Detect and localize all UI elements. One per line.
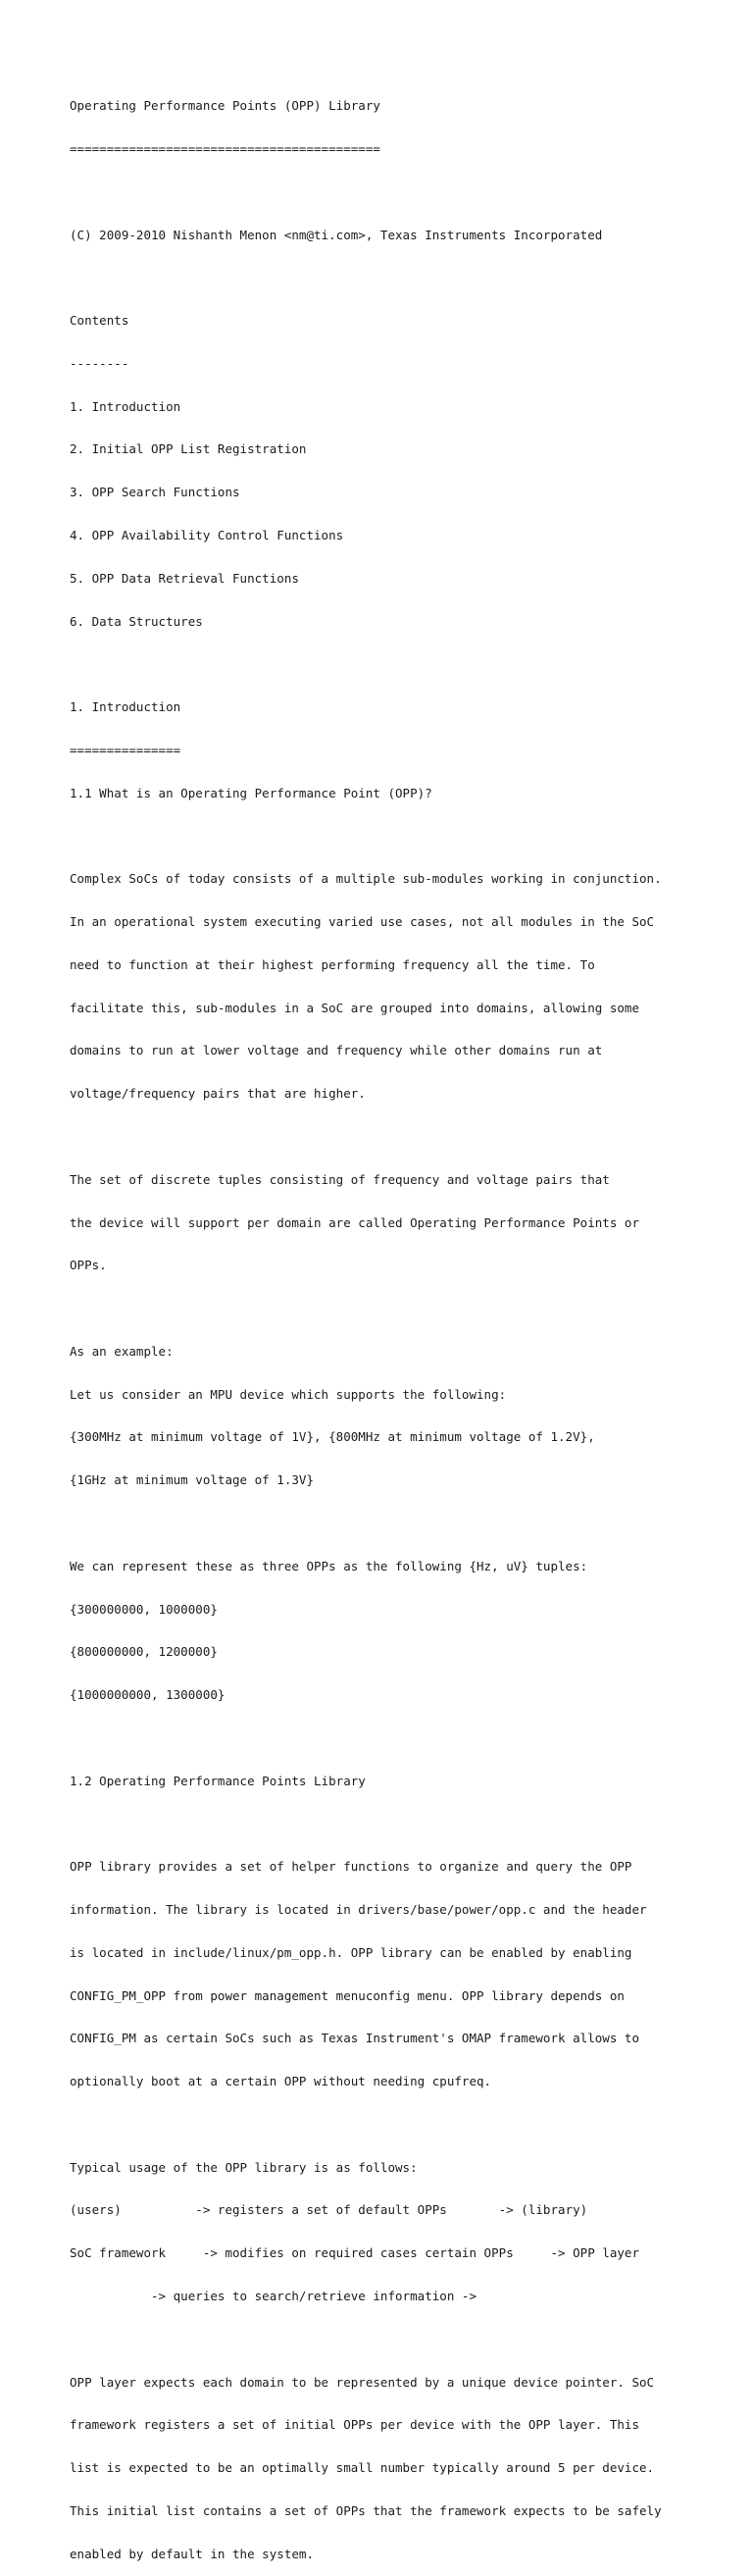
- paragraph-line: need to function at their highest performing frequency all the time. To: [70, 956, 595, 972]
- diagram-line: SoC framework -> modifies on required cases certain OPPs -> OPP layer: [70, 2245, 640, 2261]
- section-underline: ===============: [70, 742, 181, 757]
- diagram-line: -> queries to search/retrieve information ->: [70, 2289, 477, 2304]
- paragraph-line: facilitate this, sub-modules in a SoC are grouped into domains, allowing some: [70, 1000, 640, 1015]
- paragraph-line: Typical usage of the OPP library is as follows:: [70, 2159, 418, 2175]
- blank-line: [70, 1817, 717, 1831]
- toc-item: 3. OPP Search Functions: [70, 485, 240, 500]
- subsection-heading: 1.2 Operating Performance Points Library: [70, 1773, 366, 1788]
- section-heading: 1. Introduction: [70, 699, 181, 715]
- title-underline: ==========================================: [70, 140, 380, 156]
- contents-underline: --------: [70, 355, 129, 371]
- paragraph-line: As an example:: [70, 1343, 174, 1359]
- paragraph-line: We can represent these as three OPPs as the following {Hz, uV} tuples:: [70, 1558, 588, 1573]
- toc-item: 5. OPP Data Retrieval Functions: [70, 570, 299, 586]
- blank-line: [70, 2118, 717, 2133]
- tuple-line: {1000000000, 1300000}: [70, 1687, 226, 1703]
- blank-line: [70, 2333, 717, 2347]
- tuple-line: {300000000, 1000000}: [70, 1601, 218, 1617]
- paragraph-line: OPP library provides a set of helper functions to organize and query the OPP: [70, 1859, 632, 1875]
- toc-item: 1. Introduction: [70, 398, 181, 414]
- toc-item: 4. OPP Availability Control Functions: [70, 528, 344, 542]
- copyright-line: (C) 2009-2010 Nishanth Menon <nm@ti.com>, Texas Instruments Incorporated: [70, 227, 603, 242]
- blank-line: [70, 1731, 717, 1746]
- paragraph-line: list is expected to be an optimally small number typically around 5 per device.: [70, 2460, 655, 2476]
- document-text: [70, 71, 717, 2576]
- paragraph-line: OPP layer expects each domain to be represented by a unique device pointer. SoC: [70, 2374, 655, 2390]
- blank-line: [70, 1130, 717, 1145]
- example-line: {300MHz at minimum voltage of 1V}, {800MHz at minimum voltage of 1.2V},: [70, 1429, 595, 1445]
- paragraph-line: CONFIG_PM as certain SoCs such as Texas Instrument's OMAP framework allows to: [70, 2031, 640, 2046]
- paragraph-line: framework registers a set of initial OPPs per device with the OPP layer. This: [70, 2417, 640, 2433]
- paragraph-line: This initial list contains a set of OPPs that the framework expects to be safely: [70, 2502, 662, 2518]
- example-line: {1GHz at minimum voltage of 1.3V}: [70, 1472, 315, 1488]
- paragraph-line: voltage/frequency pairs that are higher.: [70, 1086, 366, 1102]
- contents-heading: Contents: [70, 313, 129, 329]
- doc-title: Operating Performance Points (OPP) Library: [70, 98, 380, 114]
- blank-line: [70, 1302, 717, 1316]
- blank-line: [70, 185, 717, 200]
- blank-line: [70, 1517, 717, 1531]
- blank-line: [70, 829, 717, 844]
- paragraph-line: Complex SoCs of today consists of a multiple sub-modules working in conjunction.: [70, 871, 662, 887]
- paragraph-line: The set of discrete tuples consisting of frequency and voltage pairs that: [70, 1171, 610, 1187]
- toc-item: 2. Initial OPP List Registration: [70, 441, 307, 457]
- subsection-heading: 1.1 What is an Operating Performance Point (OPP)?: [70, 785, 432, 800]
- diagram-line: (users) -> registers a set of default OPPs -> (library): [70, 2202, 588, 2218]
- paragraph-line: is located in include/linux/pm_opp.h. OPP library can be enabled by enabling: [70, 1944, 632, 1960]
- paragraph-line: In an operational system executing varied use cases, not all modules in the SoC: [70, 914, 655, 930]
- paragraph-line: CONFIG_PM_OPP from power management menuconfig menu. OPP library depends on: [70, 1987, 625, 2003]
- paragraph-line: enabled by default in the system.: [70, 2546, 315, 2561]
- toc-item: 6. Data Structures: [70, 613, 203, 629]
- paragraph-line: Let us consider an MPU device which supports the following:: [70, 1386, 507, 1402]
- paragraph-line: domains to run at lower voltage and frequency while other domains run at: [70, 1043, 603, 1058]
- tuple-line: {800000000, 1200000}: [70, 1644, 218, 1660]
- paragraph-line: optionally boot at a certain OPP without needing cpufreq.: [70, 2074, 492, 2089]
- blank-line: [70, 657, 717, 672]
- paragraph-line: the device will support per domain are called Operating Performance Points or: [70, 1214, 640, 1230]
- paragraph-line: OPPs.: [70, 1258, 107, 1273]
- blank-line: [70, 271, 717, 285]
- paragraph-line: information. The library is located in drivers/base/power/opp.c and the header: [70, 1902, 647, 1917]
